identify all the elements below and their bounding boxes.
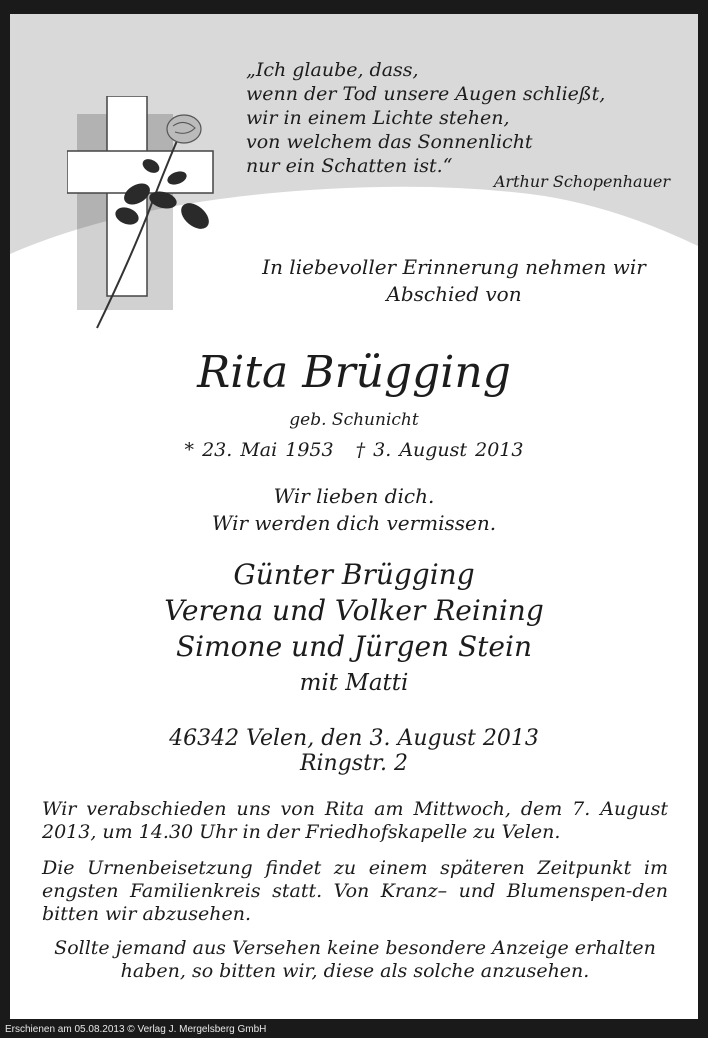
family-member: Günter Brügging [233,558,475,591]
quote-line: nur ein Schatten ist.“ [246,155,453,177]
quote-line: wir in einem Lichte stehen, [246,107,510,129]
family-member: Simone und Jürgen Stein [175,630,532,663]
publication-footer: Erschienen am 05.08.2013 © Verlag J. Mergelsberg GmbH [5,1024,267,1035]
quote-line: „Ich glaube, dass, [246,59,419,81]
intro-line: Abschied von [386,282,522,306]
birth-name: geb. Schunicht [289,410,419,430]
intro-text [210,254,698,308]
quote-block [246,58,605,178]
place-and-date [10,726,698,776]
urn-burial-paragraph: Die Urnenbeisetzung findet zu einem späteren Zeitpunkt im engsten Familienkreis statt. Von Kranz– und Blumenspen-den bitten wir abzusehen. [42,857,668,925]
intro-line: In liebevoller Erinnerung nehmen wir [262,255,646,279]
cross-with-rose-icon [67,96,217,336]
death-date: † 3. August 2013 [355,439,524,461]
place-line: 46342 Velen, den 3. August 2013 [169,726,539,751]
address-line: Ringstr. 2 [299,751,409,776]
birth-date: * 23. Mai 1953 [184,439,334,461]
deceased-name: Rita Brügging [197,347,511,398]
quote-author: Arthur Schopenhauer [493,172,670,191]
funeral-info-paragraph: Wir verabschieden uns von Rita am Mittwoch, dem 7. August 2013, um 14.30 Uhr in der Friedhofskapelle zu Velen. [42,798,668,843]
love-message [10,483,698,537]
love-line: Wir werden dich vermissen. [211,511,497,535]
family-names [10,557,698,701]
notice-paragraph: Sollte jemand aus Versehen keine besondere Anzeige erhalten haben, so bitten wir, diese als solche anzusehen. [54,937,656,982]
obituary-card [10,14,698,1019]
family-member: mit Matti [299,670,409,696]
quote-line: von welchem das Sonnenlicht [246,131,533,153]
love-line: Wir lieben dich. [273,484,435,508]
quote-line: wenn der Tod unsere Augen schließt, [246,83,606,105]
family-member: Verena und Volker Reining [164,594,544,627]
life-dates [10,439,698,461]
